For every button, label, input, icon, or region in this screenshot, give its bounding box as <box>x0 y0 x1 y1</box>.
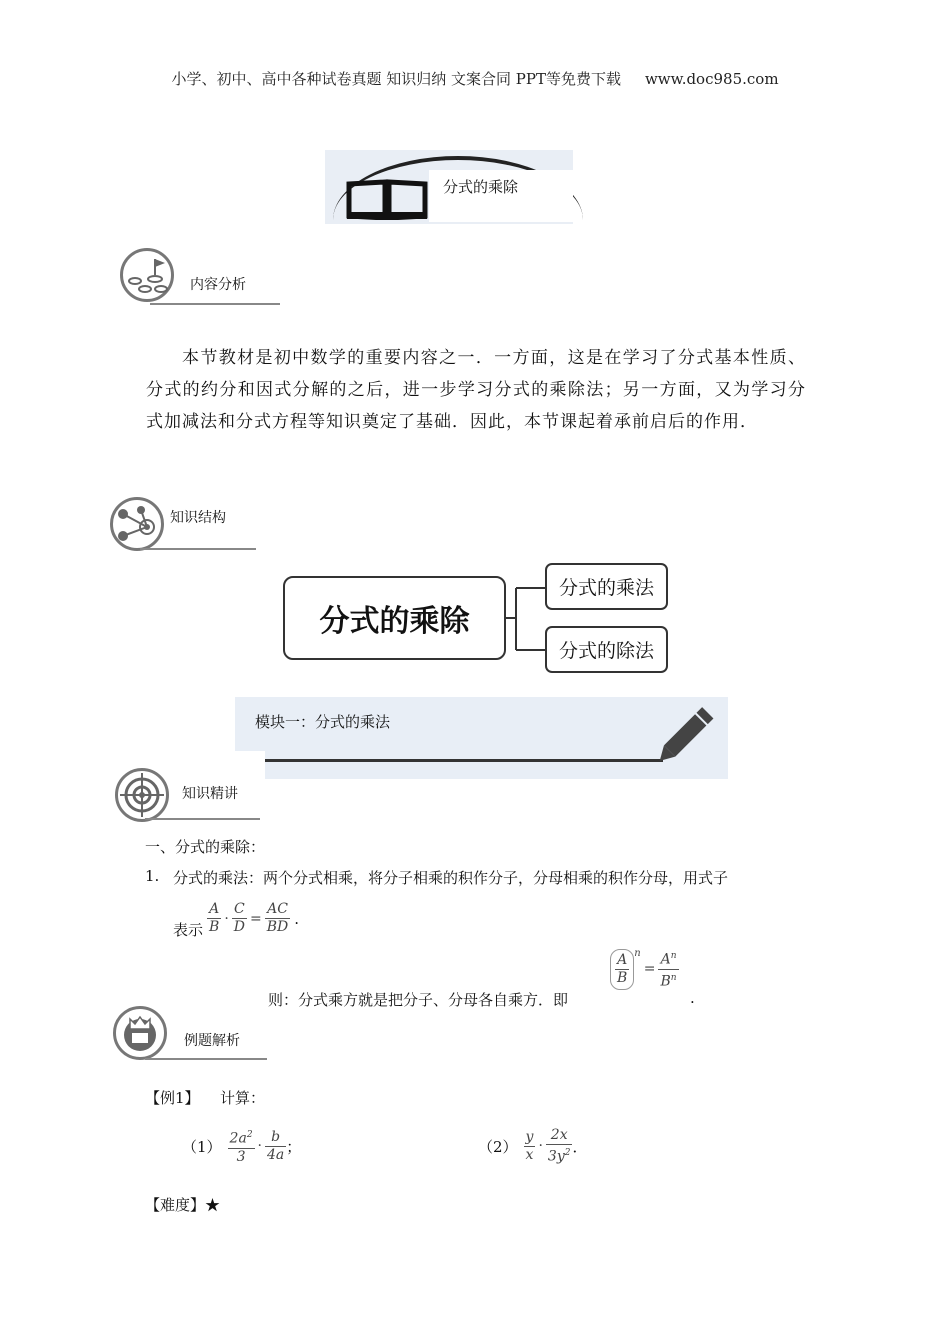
pencil-icon <box>653 703 723 765</box>
page-header <box>0 68 950 89</box>
den-bd: BD <box>266 919 289 935</box>
section-title-analysis: 内容分析 <box>190 277 246 293</box>
period: . <box>294 909 300 928</box>
num-a: A <box>660 951 671 968</box>
exponent-n: n <box>634 948 641 959</box>
mindmap-branch-multiply: 分式的乘法 <box>545 563 668 610</box>
module-banner <box>235 697 728 779</box>
exp-2: 2 <box>246 1130 253 1140</box>
lecture-heading: 一、分式的乘除： <box>145 838 266 856</box>
num-b: b <box>265 1129 286 1147</box>
exp-n: n <box>670 951 677 961</box>
mindmap-branch-divide: 分式的除法 <box>545 626 668 673</box>
fraction-2a2-3 <box>228 1127 255 1166</box>
formula-prefix: 表示 <box>173 921 204 939</box>
network-icon <box>110 497 164 551</box>
den-b: B <box>660 973 671 990</box>
num-a: A <box>615 952 629 970</box>
example-label: 【例1】 <box>145 1089 200 1107</box>
power-formula <box>610 948 679 990</box>
section-title-lecture: 知识精讲 <box>182 786 238 802</box>
den-3: 3 <box>236 1148 246 1165</box>
section-title-structure: 知识结构 <box>170 510 226 526</box>
problem-1-end: ； <box>286 1137 302 1156</box>
example-prompt: 计算： <box>220 1089 266 1107</box>
title-banner <box>325 150 573 224</box>
parenthesis-group <box>610 949 634 990</box>
module-title: 模块一：分式的乘法 <box>255 713 391 731</box>
target-flag-icon <box>120 248 174 302</box>
multiplication-formula <box>173 896 299 942</box>
header-left-text: 小学、初中、高中各种试卷真题 知识归纳 文案合同 PPT等免费下载 <box>171 70 621 88</box>
den-b: B <box>209 919 220 935</box>
den-b: B <box>617 969 628 986</box>
mindmap-center: 分式的乘除 <box>283 576 506 660</box>
crosshair-icon <box>115 768 169 822</box>
num-y: y <box>525 1128 534 1145</box>
example-problem-1 <box>182 1127 301 1166</box>
num-2a: 2a <box>229 1130 247 1147</box>
star-icon: ★ <box>205 1196 221 1214</box>
page-title: 分式的乘除 <box>443 178 519 196</box>
section-underline <box>145 818 260 820</box>
num-a: A <box>207 901 221 919</box>
problem-2-end: ． <box>572 1137 588 1156</box>
den-x: x <box>525 1146 534 1163</box>
difficulty-row <box>145 1194 220 1215</box>
lecture-item1-number: 1. <box>145 867 160 885</box>
exp-2: 2 <box>564 1148 571 1158</box>
fraction-an-bn <box>658 948 678 990</box>
power-period: . <box>690 989 695 1007</box>
analysis-paragraph: 本节教材是初中数学的重要内容之一．一方面，这是在学习了分式基本性质、分式的约分和因式分解的之后，进一步学习分式的乘除法；另一方面，又为学习分式加减法和分式方程等知识奠定了基础．因此，本节课起着承前启后的作用． <box>146 348 806 432</box>
example-problem-2 <box>478 1127 588 1166</box>
section-underline <box>145 1058 267 1060</box>
section-underline <box>150 303 280 305</box>
section-title-examples: 例题解析 <box>184 1033 240 1049</box>
fraction-a-b-power <box>615 952 629 987</box>
problem-1-label: （1） <box>182 1137 222 1156</box>
equals-operator: = <box>643 961 656 978</box>
den-4a: 4a <box>267 1146 285 1163</box>
dot-operator: · <box>257 1138 262 1155</box>
fraction-y-x <box>524 1129 536 1164</box>
module-corner <box>235 751 265 779</box>
fraction-ac-bd <box>265 901 291 936</box>
difficulty-label: 【难度】 <box>145 1196 206 1214</box>
fraction-c-d <box>232 901 247 936</box>
dot-operator: · <box>224 910 229 927</box>
problem-2-label: （2） <box>478 1137 518 1156</box>
num-c: C <box>232 901 247 919</box>
num-ac: AC <box>265 901 291 919</box>
lecture-item1-text: 分式的乘法：两个分式相乘，将分子相乘的积作分子，分母相乘的积作分母，用式子 <box>173 869 729 887</box>
trophy-icon <box>113 1006 167 1060</box>
den-3y: 3y <box>547 1148 565 1165</box>
fraction-2x-3y2 <box>546 1127 573 1166</box>
fraction-b-4a <box>265 1129 286 1164</box>
header-url[interactable]: www.doc985.com <box>644 70 779 88</box>
exp-n: n <box>670 972 677 983</box>
book-icon <box>345 176 429 220</box>
mindmap-connector <box>506 585 546 655</box>
lecture-item2-text: 则：分式乘方就是把分子、分母各自乘方．即 <box>268 991 569 1009</box>
den-d: D <box>233 919 245 935</box>
num-2x: 2x <box>546 1127 573 1145</box>
dot-operator: · <box>538 1138 543 1155</box>
fraction-a-b <box>207 901 221 936</box>
equals-operator: = <box>250 910 262 927</box>
module-underline <box>263 759 663 762</box>
section-underline <box>140 548 256 550</box>
